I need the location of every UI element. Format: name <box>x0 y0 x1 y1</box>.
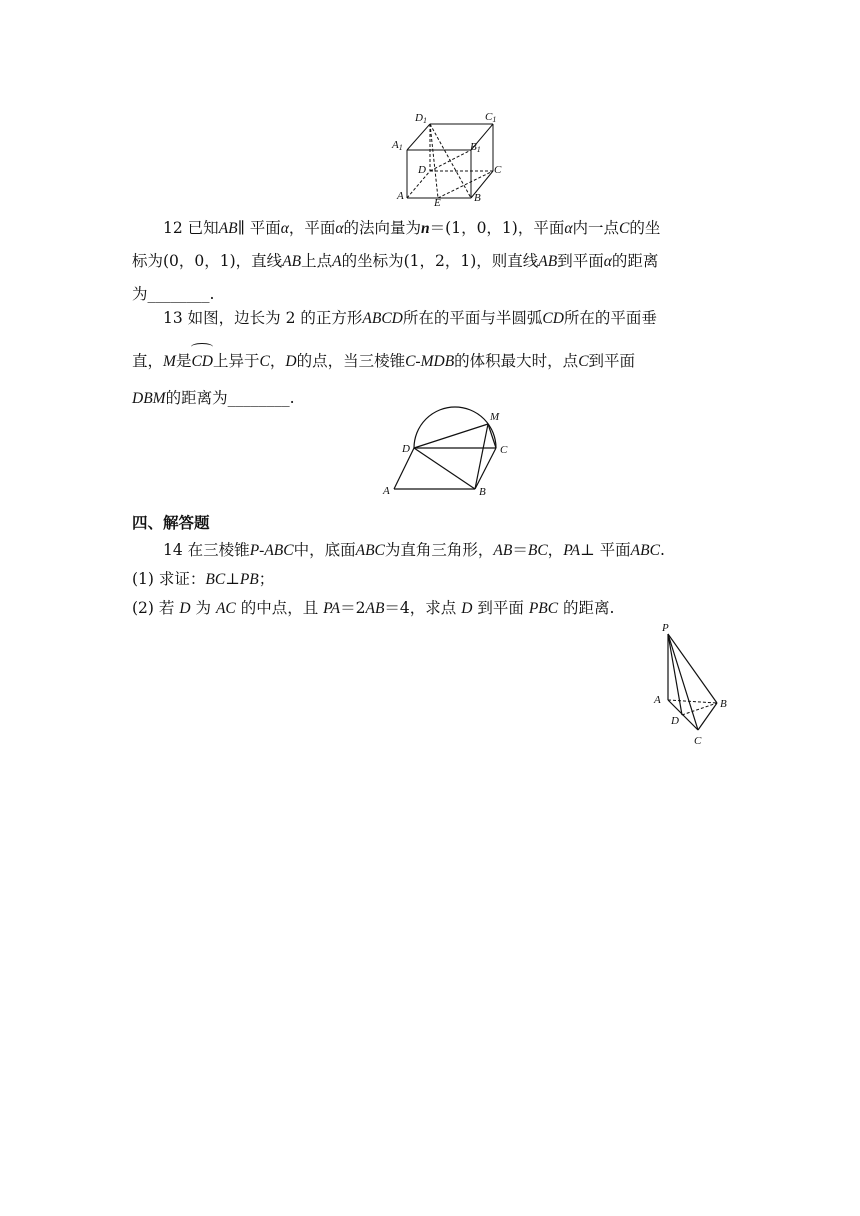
label-P: P <box>662 622 669 634</box>
label-C: C <box>500 444 508 456</box>
question-14 <box>132 536 732 623</box>
cube-diagram <box>388 106 508 206</box>
label-A1: A1 <box>392 139 403 152</box>
q13-line3: DBM的距离为________. <box>132 389 295 407</box>
q13-line1: 13 如图，边长为 2 的正方形ABCD所在的平面与半圆弧CD所在的平面垂 <box>163 309 657 327</box>
label-D: D <box>418 164 426 176</box>
question-13 <box>132 300 732 417</box>
label-C: C <box>494 164 502 176</box>
q12-line2: 标为(0，0，1)，直线AB上点A的坐标为(1，2，1)，则直线AB到平面α的距离 <box>132 252 659 270</box>
label-D: D <box>402 443 410 455</box>
label-A: A <box>654 694 661 706</box>
q12-line1: 12 已知AB∥ 平面α，平面α的法向量为n＝(1，0，1)，平面α内一点C的坐 <box>163 219 661 237</box>
label-A: A <box>397 190 404 202</box>
q13-line2: 直，M是CD上异于C，D的点，当三棱锥C-MDB的体积最大时，点C到平面 <box>132 343 732 380</box>
arc-CD: CD <box>191 344 213 380</box>
label-D1: D1 <box>415 112 427 125</box>
q14-line1: 14 在三棱锥P-ABC中，底面ABC为直角三角形，AB＝BC，PA⊥ 平面ABC. <box>163 541 665 559</box>
question-12 <box>132 212 732 310</box>
label-C1: C1 <box>485 111 497 124</box>
q14-sub2: (2) 若 D 为 AC 的中点，且 PA＝2AB＝4，求点 D 到平面 PBC 的距离. <box>132 599 615 617</box>
label-B: B <box>479 486 486 498</box>
pyramid-figure <box>650 620 740 750</box>
label-B1: B1 <box>470 141 481 154</box>
label-B: B <box>474 192 481 204</box>
cube-figure <box>388 106 508 206</box>
pyramid-diagram <box>650 620 740 750</box>
section-heading: 四、解答题 <box>132 514 210 532</box>
label-M: M <box>490 411 500 423</box>
label-C: C <box>694 735 702 747</box>
label-A: A <box>383 485 390 497</box>
label-E: E <box>434 197 441 206</box>
label-B: B <box>720 698 727 710</box>
q12-line3: 为________. <box>132 285 215 303</box>
semicircle-figure <box>380 402 520 498</box>
label-D: D <box>671 715 679 727</box>
q14-sub1: (1) 求证：BC⊥PB； <box>132 570 275 588</box>
semicircle-diagram <box>380 402 520 498</box>
